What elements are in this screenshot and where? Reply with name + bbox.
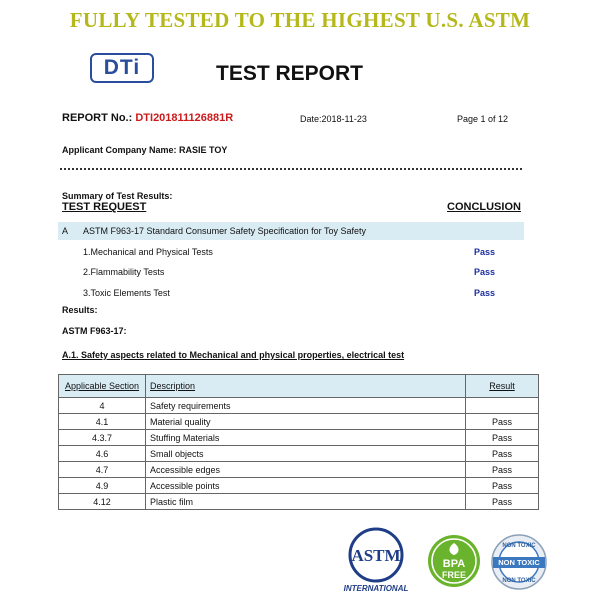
- bpa-text: BPA: [442, 558, 466, 570]
- page-indicator: Page 1 of 12: [457, 114, 509, 124]
- summary-item-label: 3.Toxic Elements Test: [83, 288, 170, 298]
- cell-section: 4.6: [59, 446, 146, 462]
- results-table: [58, 374, 539, 510]
- cell-description: Safety requirements: [146, 398, 466, 414]
- non-toxic-badge: [490, 533, 548, 591]
- astm-international-logo: [336, 527, 416, 595]
- cell-description: Accessible points: [146, 478, 466, 494]
- bpa-free-badge: [426, 533, 482, 589]
- summary-item-label: 1.Mechanical and Physical Tests: [83, 247, 213, 257]
- table-row: [59, 398, 539, 414]
- bpa-free-text: FREE: [441, 570, 467, 580]
- summary-item-result: Pass: [474, 288, 496, 298]
- summary-item-result: Pass: [474, 247, 496, 257]
- cell-result: Pass: [466, 446, 539, 462]
- astm-label: ASTM F963-17:: [62, 326, 127, 336]
- non-toxic-mid-text: NON TOXIC: [498, 558, 540, 567]
- results-label: Results:: [62, 305, 98, 315]
- applicant-name: Applicant Company Name: RASIE TOY: [62, 145, 228, 155]
- table-row: [59, 446, 539, 462]
- dotted-divider: [60, 168, 522, 172]
- a1-heading: A.1. Safety aspects related to Mechanical and physical properties, electrical test: [62, 350, 405, 360]
- cell-section: 4.12: [59, 494, 146, 510]
- report-title: TEST REPORT: [216, 62, 364, 85]
- non-toxic-bottom-text: NON TOXIC: [502, 578, 536, 584]
- cell-section: 4.1: [59, 414, 146, 430]
- report-number-label: REPORT No.:: [62, 112, 133, 124]
- test-request-header: TEST REQUEST: [62, 201, 147, 213]
- dti-logo: DTi: [90, 53, 154, 83]
- cell-result: Pass: [466, 478, 539, 494]
- cell-section: 4.9: [59, 478, 146, 494]
- cell-description: Material quality: [146, 414, 466, 430]
- astm-mark: ASTM: [351, 546, 401, 565]
- cell-section: 4.7: [59, 462, 146, 478]
- summary-heading: Summary of Test Results:: [62, 191, 173, 201]
- promo-banner: FULLY TESTED TO THE HIGHEST U.S. ASTM: [69, 8, 531, 32]
- cell-section: 4.3.7: [59, 430, 146, 446]
- summary-item-result: Pass: [474, 267, 496, 277]
- table-row: [59, 430, 539, 446]
- summary-item-label: 2.Flammability Tests: [83, 267, 165, 277]
- table-row: [59, 462, 539, 478]
- column-header-description: Description: [146, 375, 466, 398]
- section-letter: A: [62, 226, 69, 236]
- table-row: [59, 478, 539, 494]
- cell-description: Small objects: [146, 446, 466, 462]
- conclusion-header: CONCLUSION: [447, 201, 521, 213]
- cell-section: 4: [59, 398, 146, 414]
- report-number: [62, 112, 233, 124]
- astm-international-text: INTERNATIONAL: [343, 584, 409, 593]
- report-number-value: DTI201811126881R: [135, 112, 234, 124]
- non-toxic-top-text: NON TOXIC: [502, 543, 536, 549]
- cell-result: [466, 398, 539, 414]
- section-title: ASTM F963-17 Standard Consumer Safety Specification for Toy Safety: [83, 226, 366, 236]
- table-row: [59, 414, 539, 430]
- cell-result: Pass: [466, 414, 539, 430]
- cell-description: Stuffing Materials: [146, 430, 466, 446]
- cell-result: Pass: [466, 494, 539, 510]
- cell-description: Plastic film: [146, 494, 466, 510]
- table-row: [59, 494, 539, 510]
- table-header-row: [59, 375, 539, 398]
- cell-result: Pass: [466, 430, 539, 446]
- column-header-section: Applicable Section: [59, 375, 146, 398]
- column-header-result: Result: [466, 375, 539, 398]
- report-date: Date:2018-11-23: [300, 114, 367, 124]
- cell-result: Pass: [466, 462, 539, 478]
- cell-description: Accessible edges: [146, 462, 466, 478]
